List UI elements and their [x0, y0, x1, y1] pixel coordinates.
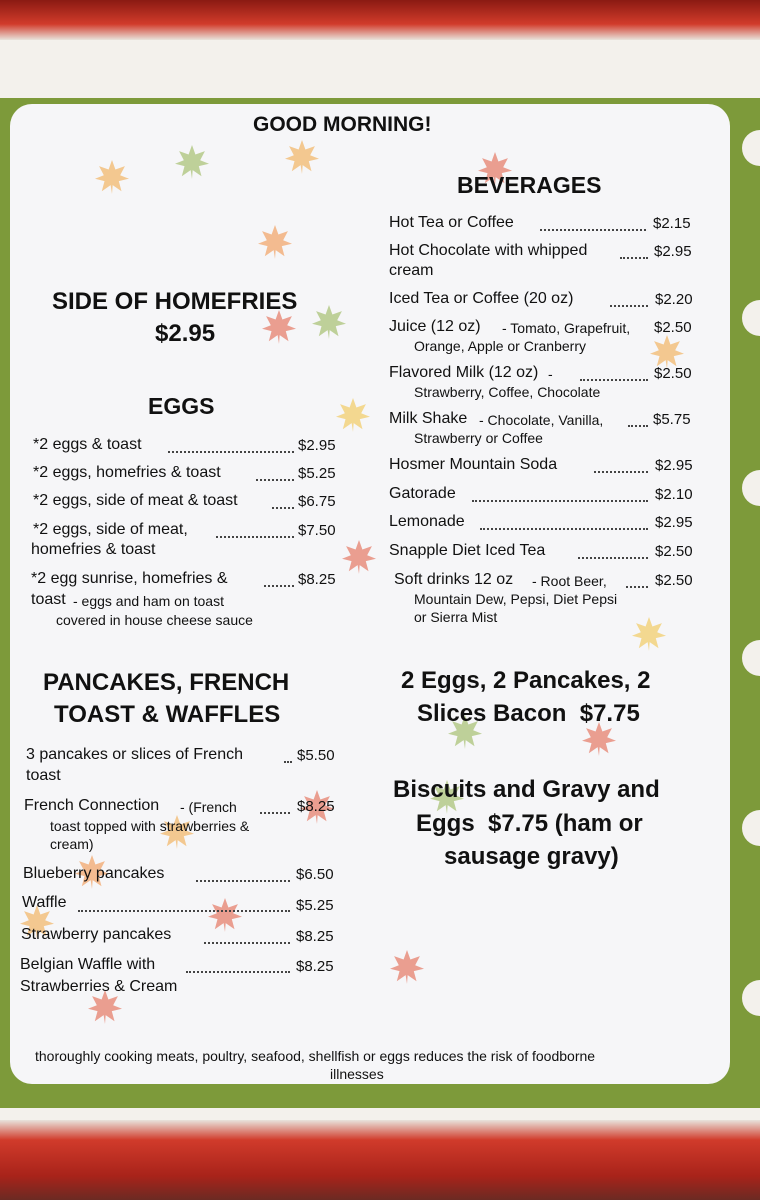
food-safety-notice-cont: illnesses	[330, 1066, 384, 1082]
menu-item-name: Strawberry pancakes	[21, 926, 172, 943]
menu-item-name-cont: homefries & toast	[31, 541, 156, 558]
menu-item-price: $2.15	[653, 215, 691, 232]
homefries-heading: SIDE OF HOMEFRIES	[52, 288, 298, 315]
menu-item-name: *2 eggs, side of meat & toast	[33, 492, 238, 509]
menu-item-name: Flavored Milk (12 oz)	[389, 364, 539, 381]
menu-item-price: $5.25	[298, 465, 336, 482]
dot-leader	[610, 305, 648, 307]
menu-item-name: Snapple Diet Iced Tea	[389, 542, 546, 559]
menu-item-price: $2.10	[655, 486, 693, 503]
food-safety-notice: thoroughly cooking meats, poultry, seafood, shellfish or eggs reduces the risk of foodborne	[35, 1048, 596, 1064]
menu-item-name: Gatorade	[389, 485, 456, 502]
menu-item-price: $8.25	[298, 571, 336, 588]
dot-leader	[540, 229, 646, 231]
dot-leader	[196, 880, 290, 882]
menu-item-name: Soft drinks 12 oz	[394, 571, 514, 588]
menu-item-description: cream)	[50, 836, 94, 852]
menu-item-name: *2 egg sunrise, homefries &	[31, 570, 228, 587]
menu-item-name-cont: toast	[26, 767, 61, 784]
dot-leader	[628, 425, 648, 427]
menu-item-description: -	[548, 366, 553, 382]
beverages-heading: BEVERAGES	[457, 172, 602, 198]
dot-leader	[272, 507, 294, 509]
dot-leader	[620, 257, 648, 259]
menu-item-price: $2.95	[298, 437, 336, 454]
menu-item-description: - Root Beer,	[532, 573, 607, 589]
binder-bottom-edge	[0, 1120, 760, 1200]
menu-item-name: Lemonade	[389, 513, 465, 530]
menu-item-description: - eggs and ham on toast	[73, 593, 224, 609]
menu-item-price: $5.25	[296, 897, 334, 914]
menu-item-price: $2.95	[655, 457, 693, 474]
special-combo-line2: Slices Bacon $7.75	[417, 700, 640, 727]
menu-item-description: Strawberry or Coffee	[414, 430, 543, 446]
dot-leader	[78, 910, 290, 912]
menu-item-name: *2 eggs & toast	[33, 436, 142, 453]
menu-item-description: toast topped with strawberries &	[50, 818, 250, 834]
menu-item-description: Strawberry, Coffee, Chocolate	[414, 384, 601, 400]
special-biscuits-line3: sausage gravy)	[444, 843, 619, 870]
menu-item-price: $5.50	[297, 747, 335, 764]
menu-item-name: Juice (12 oz)	[389, 318, 481, 335]
menu-item-name: *2 eggs, homefries & toast	[33, 464, 221, 481]
menu-item-description: - Tomato, Grapefruit,	[502, 320, 631, 336]
menu-item-price: $8.25	[296, 958, 334, 975]
menu-item-price: $2.50	[654, 365, 692, 382]
menu-item-name: French Connection	[24, 797, 160, 814]
dot-leader	[264, 585, 294, 587]
menu-item-description: Mountain Dew, Pepsi, Diet Pepsi	[414, 591, 618, 607]
menu-item-name-cont: toast	[31, 591, 66, 608]
menu-item-price: $6.50	[296, 866, 334, 883]
menu-title: GOOD MORNING!	[253, 113, 432, 136]
dot-leader	[578, 557, 648, 559]
menu-item-name: Waffle	[22, 894, 67, 911]
dot-leader	[480, 528, 648, 530]
menu-item-name: *2 eggs, side of meat,	[33, 521, 188, 538]
pancakes-heading-line2: TOAST & WAFFLES	[54, 701, 281, 728]
menu-item-price: $2.20	[655, 291, 693, 308]
menu-item-description: covered in house cheese sauce	[56, 612, 253, 628]
menu-item-description: Orange, Apple or Cranberry	[414, 338, 586, 354]
menu-item-price: $2.50	[654, 319, 692, 336]
menu-item-description: - (French	[180, 799, 237, 815]
dot-leader	[594, 471, 648, 473]
eggs-heading: EGGS	[148, 393, 215, 419]
menu-item-price: $2.95	[655, 514, 693, 531]
menu-item-name-cont: Strawberries & Cream	[20, 978, 178, 995]
menu-item-name: Blueberry pancakes	[23, 865, 165, 882]
special-biscuits-line1: Biscuits and Gravy and	[393, 776, 660, 803]
special-combo-line1: 2 Eggs, 2 Pancakes, 2	[401, 667, 651, 694]
dot-leader	[472, 500, 648, 502]
menu-item-description: or Sierra Mist	[414, 609, 498, 625]
menu-item-name: Iced Tea or Coffee (20 oz)	[389, 290, 574, 307]
menu-item-price: $8.25	[296, 928, 334, 945]
menu-item-price: $2.95	[654, 243, 692, 260]
menu-item-price: $8.25	[297, 798, 335, 815]
dot-leader	[256, 479, 294, 481]
menu-item-name: Belgian Waffle with	[20, 956, 156, 973]
dot-leader	[216, 536, 294, 538]
dot-leader	[186, 971, 290, 973]
homefries-price: $2.95	[155, 320, 216, 347]
dot-leader	[626, 586, 648, 588]
dot-leader	[284, 761, 292, 763]
dot-leader	[204, 942, 290, 944]
pancakes-heading: PANCAKES, FRENCH	[43, 669, 290, 696]
menu-item-name: Hot Chocolate with whipped	[389, 242, 588, 259]
menu-item-name-cont: cream	[389, 262, 434, 279]
menu-item-name: Hosmer Mountain Soda	[389, 456, 558, 473]
dot-leader	[580, 379, 648, 381]
dot-leader	[260, 812, 290, 814]
menu-item-name: 3 pancakes or slices of French	[26, 746, 243, 763]
special-biscuits-line2: Eggs $7.75 (ham or	[416, 810, 643, 837]
menu-item-price: $2.50	[655, 572, 693, 589]
menu-item-price: $2.50	[655, 543, 693, 560]
menu-item-price: $5.75	[653, 411, 691, 428]
binder-top-edge	[0, 0, 760, 40]
menu-item-name: Milk Shake	[389, 410, 468, 427]
menu-item-name: Hot Tea or Coffee	[389, 214, 514, 231]
menu-item-description: - Chocolate, Vanilla,	[479, 412, 604, 428]
menu-item-price: $7.50	[298, 522, 336, 539]
menu-item-price: $6.75	[298, 493, 336, 510]
dot-leader	[168, 451, 294, 453]
